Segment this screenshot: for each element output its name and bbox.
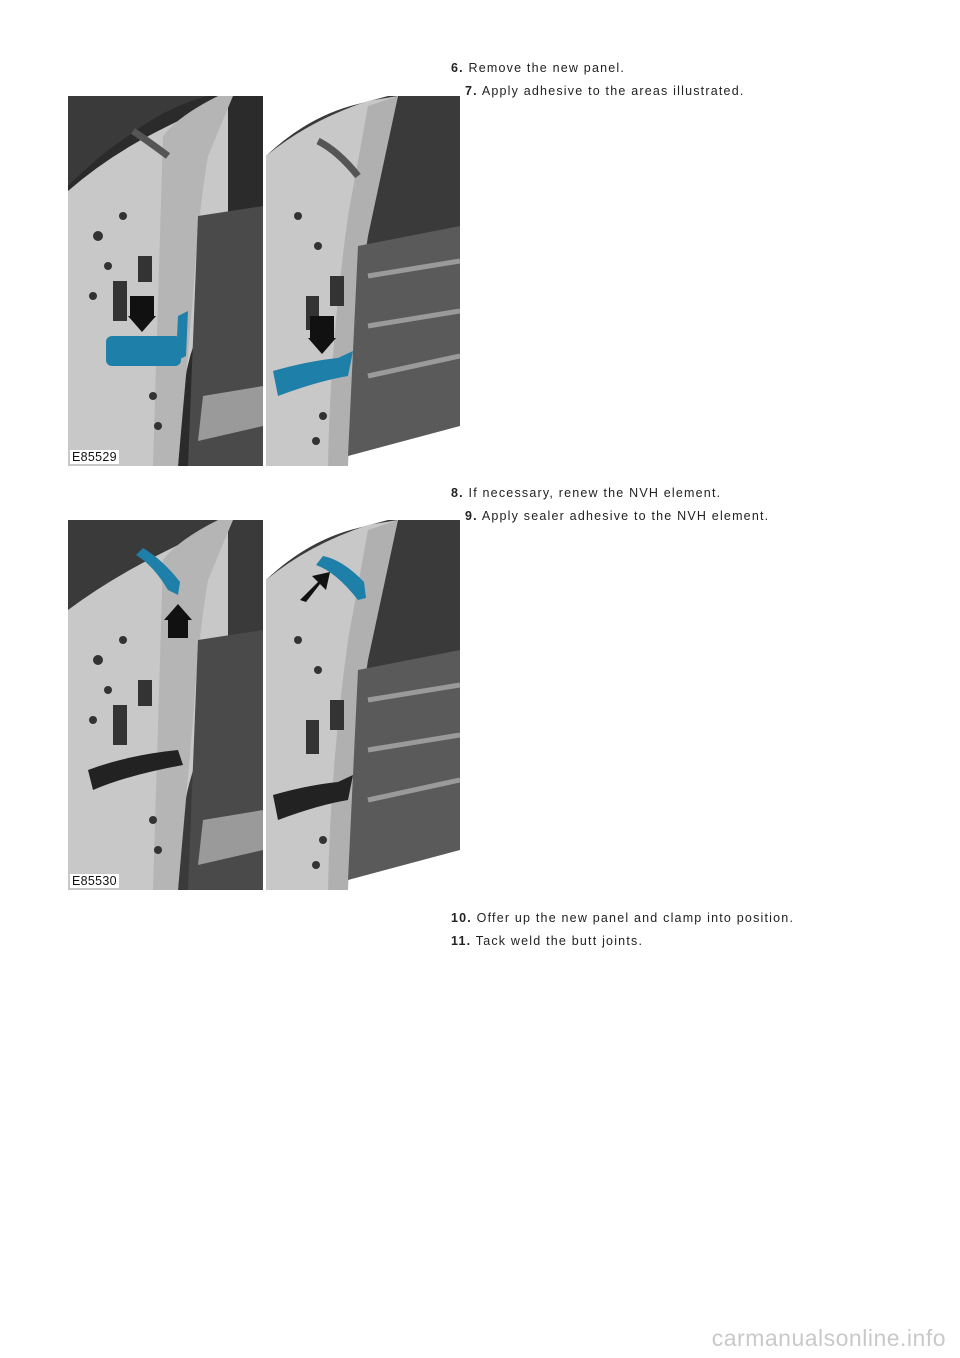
figure-label: E85529 <box>72 450 117 464</box>
step-text: Apply sealer adhesive to the NVH element. <box>481 509 770 523</box>
figure-e85530 <box>68 520 460 890</box>
illustration-nvh-element <box>68 520 460 890</box>
step-number: 10. <box>451 911 472 925</box>
step-7 <box>465 84 745 98</box>
step-number: 7. <box>465 84 478 98</box>
step-number: 11. <box>451 934 472 948</box>
step-number: 6. <box>451 61 464 75</box>
step-text: Offer up the new panel and clamp into position. <box>476 911 795 925</box>
step-9 <box>465 509 769 523</box>
step-10 <box>451 911 794 925</box>
illustration-pillar-adhesive <box>68 96 460 466</box>
figure-label: E85530 <box>72 874 117 888</box>
step-11 <box>451 934 643 948</box>
step-number: 9. <box>465 509 478 523</box>
step-6 <box>451 61 625 75</box>
step-8 <box>451 486 721 500</box>
step-text: Tack weld the butt joints. <box>475 934 644 948</box>
figure-e85529 <box>68 96 460 466</box>
step-text: Remove the new panel. <box>468 61 626 75</box>
step-text: If necessary, renew the NVH element. <box>468 486 722 500</box>
watermark: carmanualsonline.info <box>711 1325 946 1351</box>
step-number: 8. <box>451 486 464 500</box>
step-text: Apply adhesive to the areas illustrated. <box>481 84 745 98</box>
